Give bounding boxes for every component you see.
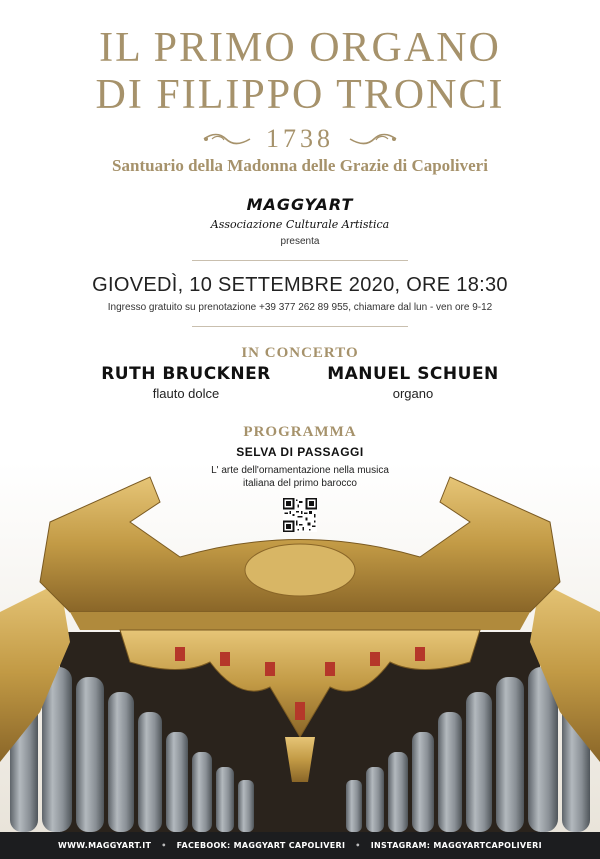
programme-description-line-2: italiana del primo barocco [243, 478, 357, 489]
qr-code-icon [283, 498, 317, 532]
scroll-flourish-right-icon [348, 132, 398, 146]
footer-website-link[interactable]: WWW.MAGGYART.IT [58, 841, 152, 850]
performer-instrument: flauto dolce [152, 386, 220, 401]
performer-2 [298, 364, 528, 401]
programme-heading: PROGRAMMA [243, 424, 357, 440]
performer-instrument: organo [392, 386, 434, 401]
scroll-flourish-left-icon [202, 132, 252, 146]
booking-info: Ingresso gratuito su prenotazione +39 377 262 89 955, chiamare dal lun - ven ore 9-12 [107, 302, 493, 313]
footer-facebook-link[interactable]: FACEBOOK: MAGGYART CAPOLIVERI [176, 841, 346, 850]
programme-description-line-1: L' arte dell'ornamentazione nella musica [211, 465, 389, 476]
presents-label: presenta [280, 236, 320, 247]
venue: Santuario della Madonna delle Grazie di Capoliveri [112, 156, 488, 175]
title-line-2: DI FILIPPO TRONCI [95, 72, 505, 118]
footer-separator: • [161, 841, 167, 850]
organizer-subtitle: Associazione Culturale Artistica [210, 218, 390, 231]
performer-1 [71, 364, 301, 401]
year-row [0, 124, 600, 154]
performer-name: RUTH BRUCKNER [101, 364, 271, 384]
organizer-logo: MAGGYART [246, 195, 354, 214]
divider-top [192, 260, 408, 261]
concert-heading: IN CONCERTO [241, 345, 359, 361]
footer-separator: • [355, 841, 361, 850]
event-datetime: GIOVEDÌ, 10 SETTEMBRE 2020, ORE 18:30 [92, 274, 508, 296]
year: 1738 [266, 124, 334, 153]
programme-description [0, 464, 600, 490]
title-line-1: IL PRIMO ORGANO [99, 25, 501, 71]
programme-title: SELVA DI PASSAGGI [236, 445, 364, 459]
footer-bar [0, 832, 600, 859]
footer-instagram-link[interactable]: INSTAGRAM: MAGGYARTCAPOLIVERI [370, 841, 542, 850]
divider-bottom [192, 326, 408, 327]
performer-name: MANUEL SCHUEN [327, 364, 499, 384]
